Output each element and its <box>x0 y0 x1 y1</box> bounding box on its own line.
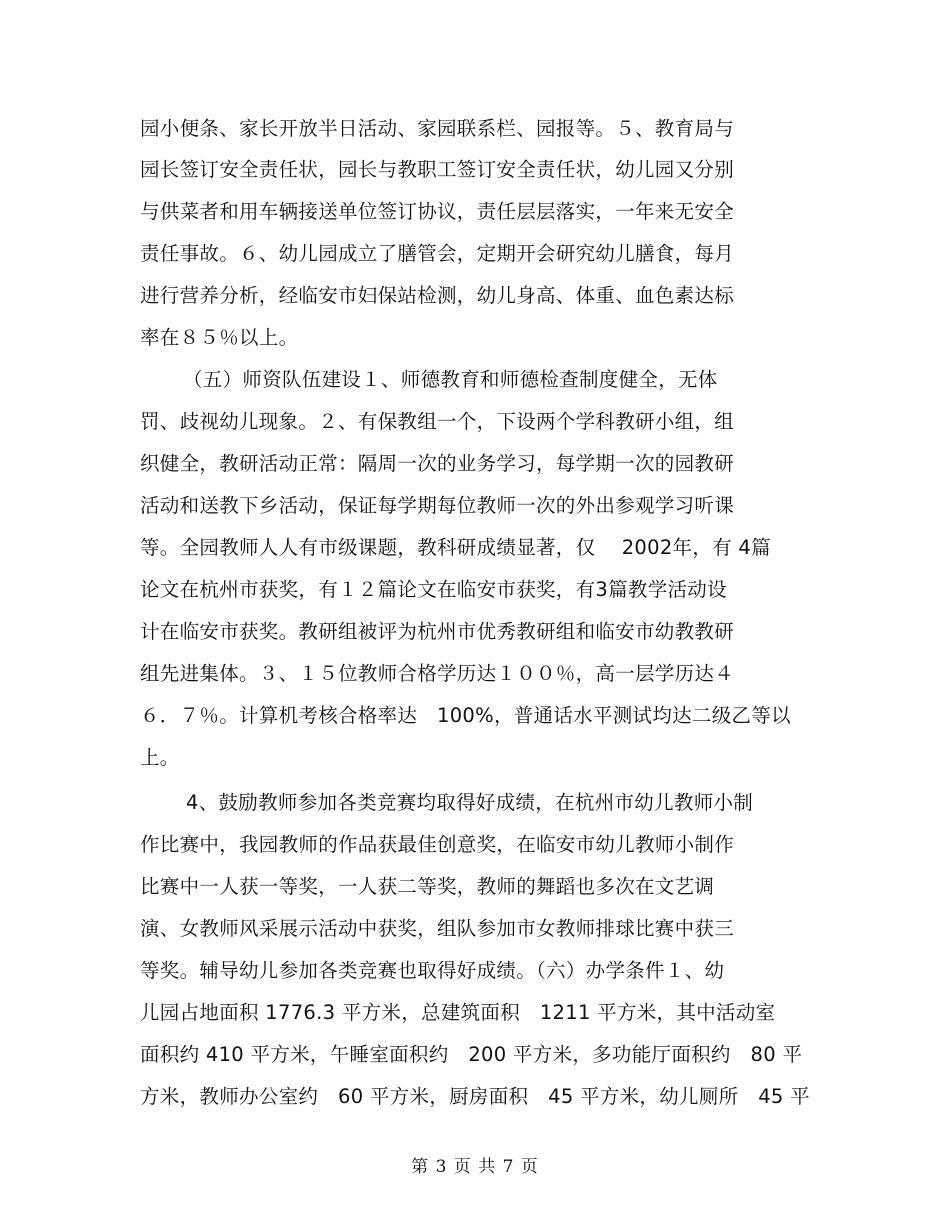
text-line: 罚、歧视幼儿现象。２、有保教组一个，下设两个学科教研小组，组 <box>140 410 735 433</box>
text-line: 演、女教师风采展示活动中获奖，组队参加市女教师排球比赛中获三 <box>140 917 735 940</box>
text-line: 进行营养分析，经临安市妇保站检测，幼儿身高、体重、血色素达标 <box>140 284 735 307</box>
text-line: 儿园占地面积 1776.3 平方米，总建筑面积 1211 平方米，其中活动室 <box>140 1001 776 1024</box>
text-line: 等。全园教师人人有市级课题，教科研成绩显著，仅 2002年，有 4篇 <box>140 536 771 559</box>
section-heading-line: （五）师资队伍建设１、师德教育和师德检查制度健全，无体 <box>183 368 718 391</box>
text-line: 计在临安市获奖。教研组被评为杭州市优秀教研组和临安市幼教教研 <box>140 620 735 643</box>
text-line: ６．７％。计算机考核合格率达 100%，普通话水平测试均达二级乙等以 <box>140 704 791 727</box>
text-line: 活动和送教下乡活动，保证每学期每位教师一次的外出参观学习听课 <box>140 494 735 517</box>
text-line: 上。 <box>140 746 180 769</box>
text-line: 作比赛中，我园教师的作品获最佳创意奖，在临安市幼儿教师小制作 <box>140 833 735 856</box>
text-line: 比赛中一人获一等奖，一人获二等奖，教师的舞蹈也多次在文艺调 <box>140 875 715 898</box>
text-line: 论文在杭州市获奖，有１２篇论文在临安市获奖，有3篇教学活动设 <box>140 578 727 601</box>
text-line: 组先进集体。３、１５位教师合格学历达１００％，高一层学历达４ <box>140 662 735 685</box>
text-line: 等奖。辅导幼儿参加各类竞赛也取得好成绩。（六）办学条件１、幼 <box>140 959 725 982</box>
text-line: 责任事故。６、幼儿园成立了膳管会，定期开会研究幼儿膳食，每月 <box>140 242 735 265</box>
text-line: 园小便条、家长开放半日活动、家园联系栏、园报等。５、教育局与 <box>140 117 735 140</box>
text-line: 园长签订安全责任状，园长与教职工签订安全责任状，幼儿园又分别 <box>140 158 735 181</box>
text-line: 与供菜者和用车辆接送单位签订协议，责任层层落实，一年来无安全 <box>140 200 735 223</box>
text-line: 率在８５％以上。 <box>140 326 299 349</box>
page-number-footer: 第 3 页 共 7 页 <box>411 1157 539 1177</box>
paragraph-start-line: 4、鼓励教师参加各类竞赛均取得好成绩，在杭州市幼儿教师小制 <box>186 791 754 814</box>
text-line: 方米，教师办公室约 60 平方米，厨房面积 45 平方米，幼儿厕所 45 平 <box>140 1085 810 1108</box>
text-line: 面积约 410 平方米，午睡室面积约 200 平方米，多功能厅面积约 80 平 <box>140 1043 803 1066</box>
text-line: 织健全，教研活动正常：隔周一次的业务学习，每学期一次的园教研 <box>140 452 735 475</box>
